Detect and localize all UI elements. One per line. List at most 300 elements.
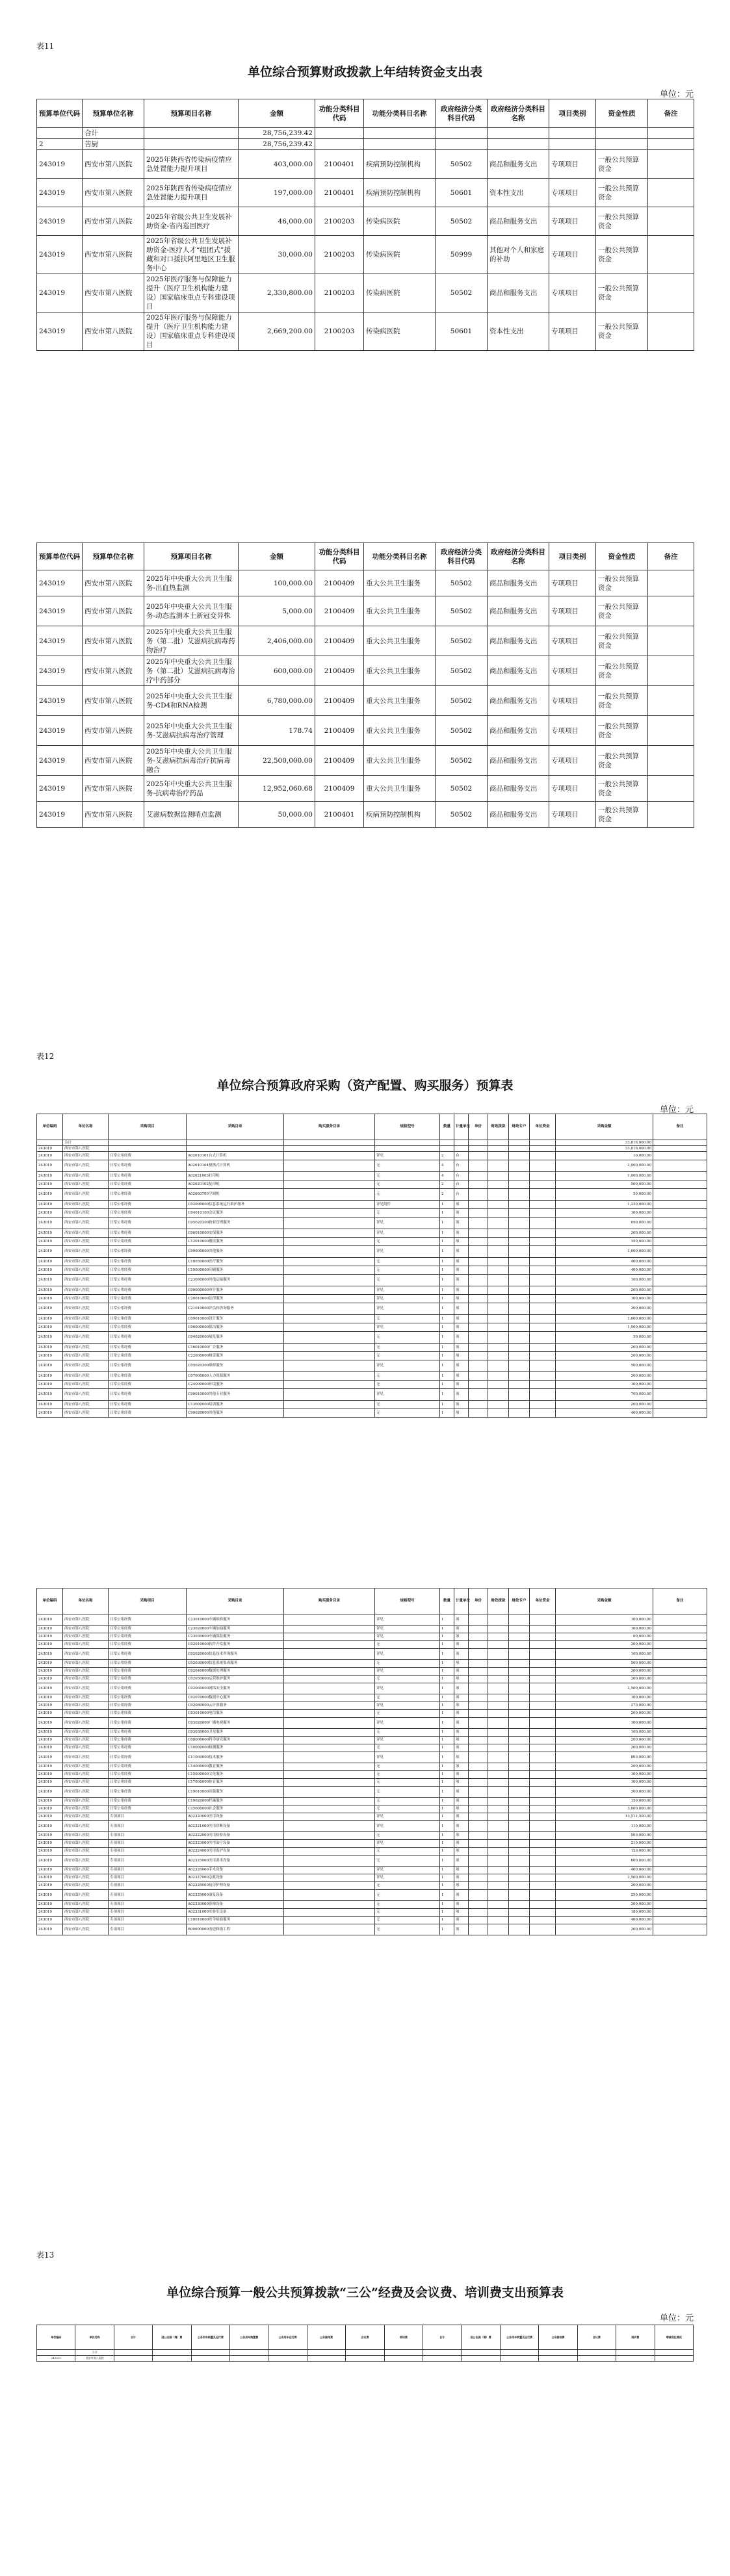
column-header: 公务用车购置及运行费: [500, 2325, 538, 2350]
table-cell: [469, 1840, 488, 1848]
table-cell: 2100203: [315, 312, 364, 351]
table12-unit: 单位：元: [659, 1105, 694, 1115]
table-cell: 日常公用经费: [109, 1286, 187, 1295]
column-header: 数量: [440, 1588, 454, 1614]
table-cell: [509, 1737, 530, 1744]
table-cell: [488, 1779, 509, 1787]
table-cell: [509, 1218, 530, 1229]
table-cell: 西安市第八医院: [63, 1729, 109, 1737]
table-cell: 一般公共预算资金: [596, 656, 648, 686]
table-cell: [509, 1752, 530, 1763]
table-row: [37, 1352, 707, 1360]
table-cell: [454, 1146, 469, 1152]
table-cell: 无: [375, 1315, 440, 1323]
table-cell: 详见: [375, 1813, 440, 1821]
table-cell: 项: [454, 1676, 469, 1683]
table-cell: 243019: [37, 626, 83, 656]
table-cell: [284, 1641, 375, 1649]
table-cell: 一般公共预算资金: [596, 150, 648, 179]
column-header: 备注: [653, 1588, 707, 1614]
table-cell: 西安市第八医院: [63, 1848, 109, 1855]
table-cell: 1: [440, 1917, 454, 1924]
table-cell: 243019: [37, 1924, 63, 1935]
table-cell: 日常公用经费: [109, 1189, 187, 1201]
table-cell: 1: [440, 1389, 454, 1401]
table-cell: [509, 1315, 530, 1323]
table-cell: [315, 128, 364, 139]
column-header: 公务用车购置及运行费: [191, 2325, 229, 2350]
table-cell: 西安市第八医院: [63, 1633, 109, 1641]
table-cell: [307, 2356, 345, 2362]
table-row: [37, 2350, 694, 2356]
table-cell: 详见: [375, 1874, 440, 1882]
table-cell: [488, 1694, 509, 1702]
table-cell: [509, 1821, 530, 1832]
table-cell: [488, 139, 549, 150]
table-cell: C18010000医学检验服务: [187, 1917, 284, 1924]
table-row: [37, 1787, 707, 1798]
table-cell: 项: [454, 1805, 469, 1813]
table-cell: 无: [375, 1787, 440, 1798]
table-cell: 西安市第八医院: [63, 1840, 109, 1848]
table-cell: 项: [454, 1924, 469, 1935]
table-cell: [284, 1633, 375, 1641]
table-cell: 243019: [37, 1201, 63, 1209]
table-cell: [653, 1209, 707, 1218]
table-row: [37, 1189, 707, 1201]
table-cell: [530, 1238, 556, 1246]
table-cell: 一般公共预算资金: [596, 716, 648, 746]
table-cell: [648, 746, 694, 776]
table-cell: [509, 1360, 530, 1372]
table-cell: [469, 1737, 488, 1744]
table-cell: [653, 1409, 707, 1418]
table-row: [37, 236, 694, 274]
table-cell: 1: [440, 1683, 454, 1694]
table-cell: [284, 1694, 375, 1702]
table-cell: [488, 1360, 509, 1372]
table-cell: 1: [440, 1798, 454, 1805]
table-cell: 200,000.00: [556, 1344, 653, 1352]
table-cell: 200,000.00: [556, 1401, 653, 1409]
table-cell: [509, 1180, 530, 1189]
table-cell: [530, 1286, 556, 1295]
table-cell: 1: [440, 1702, 454, 1710]
table-row: [37, 1626, 707, 1633]
table-cell: [469, 1315, 488, 1323]
table-cell: C03010000电信服务: [187, 1710, 284, 1718]
table-row: [37, 1614, 707, 1626]
table-cell: 日常公用经费: [109, 1229, 187, 1238]
table-row: [37, 626, 694, 656]
table-row: [37, 1409, 707, 1418]
table-cell: 西安市第八医院: [63, 1295, 109, 1303]
table-cell: [469, 1917, 488, 1924]
table-cell: [509, 1874, 530, 1882]
table-cell: [509, 1840, 530, 1848]
table-cell: 项: [454, 1798, 469, 1805]
column-header: 合计: [114, 2325, 152, 2350]
table-cell: [488, 1201, 509, 1209]
table-cell: [653, 1332, 707, 1344]
table-cell: 西安市第八医院: [63, 1372, 109, 1381]
table-cell: 1,000,000.00: [556, 1315, 653, 1323]
table-cell: [530, 1840, 556, 1848]
table-cell: [530, 1246, 556, 1258]
table-cell: [509, 1323, 530, 1332]
table-cell: C02010000软件开发服务: [187, 1641, 284, 1649]
table-cell: 无: [375, 1710, 440, 1718]
table-cell: 传染病医院: [364, 274, 436, 312]
table-row: [37, 1649, 707, 1660]
table-cell: 243019: [37, 1744, 63, 1752]
table-cell: [509, 1729, 530, 1737]
table-cell: [530, 1344, 556, 1352]
table-cell: [509, 1798, 530, 1805]
table-cell: [469, 1848, 488, 1855]
table-cell: 详见: [375, 1840, 440, 1848]
table-row: [37, 1901, 707, 1909]
table-cell: 日常公用经费: [109, 1702, 187, 1710]
table-cell: [469, 1641, 488, 1649]
table-cell: [284, 1360, 375, 1372]
table-cell: [488, 1218, 509, 1229]
table-cell: [653, 1172, 707, 1180]
table-cell: [653, 1821, 707, 1832]
table-cell: 2025年中央重大公共卫生服务-艾滋病抗病毒治疗抗病毒融合: [144, 746, 239, 776]
table-cell: 日常公用经费: [109, 1352, 187, 1360]
table-cell: 专项项目: [549, 746, 596, 776]
table-cell: 项: [454, 1633, 469, 1641]
table-cell: 重大公共卫生服务: [364, 746, 436, 776]
table-cell: 项: [454, 1821, 469, 1832]
table-cell: 150,000.00: [556, 1798, 653, 1805]
table-cell: 10,000.00: [556, 1152, 653, 1160]
table-cell: 项: [454, 1381, 469, 1389]
table-cell: 日常公用经费: [109, 1752, 187, 1763]
table-cell: [509, 1867, 530, 1874]
table-cell: 700,000.00: [556, 1389, 653, 1401]
table-cell: 无: [375, 1160, 440, 1172]
table-cell: 专项项目: [549, 150, 596, 179]
table-cell: [307, 2350, 345, 2356]
table-cell: 50502: [436, 686, 488, 716]
table-cell: 243019: [37, 1246, 63, 1258]
table-cell: [469, 1821, 488, 1832]
table-cell: 243019: [37, 1266, 63, 1275]
table-cell: [488, 1901, 509, 1909]
table-row: [37, 1295, 707, 1303]
table-cell: [530, 1676, 556, 1683]
table-cell: [653, 1909, 707, 1917]
table-cell: [284, 1172, 375, 1180]
table-cell: 西安市第八医院: [63, 1286, 109, 1295]
table-cell: [454, 1140, 469, 1146]
table-cell: 243019: [37, 1332, 63, 1344]
table-cell: 1: [440, 1286, 454, 1295]
table-cell: 243019: [37, 1146, 63, 1152]
table-cell: 日常公用经费: [109, 1668, 187, 1676]
table-cell: 疾病预防控制机构: [364, 150, 436, 179]
table-cell: [469, 1160, 488, 1172]
table-cell: [509, 1266, 530, 1275]
table-cell: [653, 1344, 707, 1352]
table-cell: [284, 1160, 375, 1172]
column-header: 增减变化情况: [655, 2325, 694, 2350]
table-cell: 合计: [83, 128, 144, 139]
table-cell: [509, 1641, 530, 1649]
table-cell: 243019: [37, 1676, 63, 1683]
table-cell: 西安市第八医院: [63, 1344, 109, 1352]
table-cell: 243019: [37, 1763, 63, 1771]
table-cell: 详见: [375, 1702, 440, 1710]
table-cell: 50502: [436, 746, 488, 776]
table-cell: [653, 1641, 707, 1649]
table-cell: [284, 1855, 375, 1867]
table-row: [37, 1201, 707, 1209]
table-cell: 50502: [436, 596, 488, 626]
table-cell: [284, 1189, 375, 1201]
table-cell: 400,000.00: [556, 1917, 653, 1924]
table-cell: 专项项目: [109, 1924, 187, 1935]
table-cell: [488, 1246, 509, 1258]
table-cell: 资本性支出: [488, 312, 549, 351]
table-cell: 西安市第八医院: [63, 1710, 109, 1718]
column-header: 预算项目名称: [144, 543, 239, 570]
table-cell: 专项项目: [109, 1901, 187, 1909]
table-cell: 西安市第八医院: [83, 312, 144, 351]
table-cell: [509, 1848, 530, 1855]
table-cell: C02080000云计算服务: [187, 1702, 284, 1710]
table-cell: 33,816,000.00: [556, 1140, 653, 1146]
table-cell: 100,000.00: [556, 1614, 653, 1626]
table-cell: 2025年中央重大公共卫生服务（第二批）艾滋病抗病毒治疗中药部分: [144, 656, 239, 686]
table-cell: 一般公共预算资金: [596, 207, 648, 236]
column-header: 采购金额: [556, 1114, 653, 1140]
table-cell: [488, 1867, 509, 1874]
table-cell: [509, 1140, 530, 1146]
table-cell: 1: [440, 1323, 454, 1332]
table-cell: A02010101台式计算机: [187, 1152, 284, 1160]
table-cell: 2025年省级公共卫生发展补助资金-医疗人才“组团式”援藏和对口援扶阿里地区卫生服务中心: [144, 236, 239, 274]
table-cell: 1: [440, 1805, 454, 1813]
table-cell: [509, 1718, 530, 1729]
table-cell: [530, 1683, 556, 1694]
table-cell: 243019: [37, 1855, 63, 1867]
table-cell: 243019: [37, 1771, 63, 1779]
table-cell: C09010000设计服务: [187, 1315, 284, 1323]
column-header: 备注: [648, 543, 694, 570]
table-row: [37, 1332, 707, 1344]
table-cell: 西安市第八医院: [63, 1401, 109, 1409]
table-cell: 无: [375, 1763, 440, 1771]
table-cell: [230, 2350, 268, 2356]
table-cell: 2: [440, 1152, 454, 1160]
table-cell: 243019: [37, 1315, 63, 1323]
table-cell: 重大公共卫生服务: [364, 626, 436, 656]
table-cell: 无: [375, 1890, 440, 1901]
table-cell: 西安市第八医院: [63, 1201, 109, 1209]
table-cell: [488, 1275, 509, 1286]
table-cell: 专项项目: [109, 1882, 187, 1890]
table-cell: 传染病医院: [364, 236, 436, 274]
table-cell: 商品和服务支出: [488, 274, 549, 312]
table-cell: [509, 1660, 530, 1668]
table-row: [37, 1389, 707, 1401]
table-cell: 西安市第八医院: [83, 716, 144, 746]
table-row: [37, 1633, 707, 1641]
table-cell: 243019: [37, 1152, 63, 1160]
table-cell: 详见: [375, 1821, 440, 1832]
table-cell: [530, 1218, 556, 1229]
table-cell: 详见: [375, 1683, 440, 1694]
table-cell: 50502: [436, 656, 488, 686]
table-cell: [284, 1683, 375, 1694]
table-cell: 无: [375, 1209, 440, 1218]
table-cell: 商品和服务支出: [488, 596, 549, 626]
table-cell: [315, 139, 364, 150]
table-cell: [653, 1633, 707, 1641]
table-cell: 西安市第八医院: [63, 1152, 109, 1160]
table-cell: [284, 1649, 375, 1660]
table-cell: C19000000印刷服务: [187, 1266, 284, 1275]
table-cell: [530, 1258, 556, 1266]
table-cell: [469, 1381, 488, 1389]
table-cell: 1: [440, 1668, 454, 1676]
table-cell: [488, 1381, 509, 1389]
table-cell: 无: [375, 1401, 440, 1409]
table-row: [37, 1737, 707, 1744]
table-cell: [530, 1874, 556, 1882]
table-row: [37, 1874, 707, 1882]
table-cell: 西安市第八医院: [63, 1323, 109, 1332]
table-cell: 1: [440, 1201, 454, 1209]
table-cell: [653, 1668, 707, 1676]
table-cell: 重大公共卫生服务: [364, 776, 436, 802]
table-cell: C21010000评估和咨询服务: [187, 1303, 284, 1315]
table-cell: A02323000医用治疗设备: [187, 1840, 284, 1848]
table-cell: [530, 1295, 556, 1303]
table-cell: 100,000.00: [556, 1626, 653, 1633]
table-cell: 12,952,060.68: [239, 776, 315, 802]
column-header: 购买服务目录: [284, 1114, 375, 1140]
table-cell: [530, 1323, 556, 1332]
table-cell: [488, 1641, 509, 1649]
table-cell: 243019: [37, 207, 83, 236]
table-cell: [530, 1702, 556, 1710]
table-cell: 1,000,000.00: [556, 1323, 653, 1332]
table-cell: [469, 1805, 488, 1813]
table-cell: 项: [454, 1409, 469, 1418]
table-cell: [653, 1813, 707, 1821]
table-cell: 台: [454, 1189, 469, 1201]
table-cell: 商品和服务支出: [488, 207, 549, 236]
table-cell: 项: [454, 1763, 469, 1771]
table-cell: 243019: [37, 1890, 63, 1901]
table-row: [37, 570, 694, 596]
table-cell: 2,669,200.00: [239, 312, 315, 351]
table-cell: 60,000.00: [556, 1633, 653, 1641]
table-cell: [530, 1360, 556, 1372]
column-header: 政府经济分类科目名称: [488, 543, 549, 570]
table-cell: 无: [375, 1909, 440, 1917]
table-cell: [488, 1832, 509, 1840]
table-row: [37, 139, 694, 150]
table-cell: [530, 1779, 556, 1787]
table-cell: C22000000租赁服务: [187, 1352, 284, 1360]
table-cell: 1: [440, 1710, 454, 1718]
table-cell: [462, 2350, 500, 2356]
table-cell: 50502: [436, 207, 488, 236]
table-cell: C19010000出版服务: [187, 1787, 284, 1798]
table-cell: [488, 1702, 509, 1710]
table-cell: [530, 1381, 556, 1389]
table-cell: 西安市第八医院: [63, 1303, 109, 1315]
column-header: 单价: [469, 1114, 488, 1140]
table-cell: [469, 1372, 488, 1381]
table-cell: 无: [375, 1744, 440, 1752]
column-header: 培训费: [616, 2325, 655, 2350]
table-cell: 5,000.00: [239, 596, 315, 626]
table-cell: 日常公用经费: [109, 1266, 187, 1275]
table-cell: C09000000审计服务: [187, 1286, 284, 1295]
table-cell: [648, 656, 694, 686]
table-cell: [469, 1266, 488, 1275]
table-cell: 西安市第八医院: [63, 1683, 109, 1694]
table-cell: [530, 1189, 556, 1201]
table-cell: [509, 1710, 530, 1718]
table-cell: [653, 1702, 707, 1710]
table-cell: [469, 1209, 488, 1218]
table-cell: [509, 1146, 530, 1152]
table-cell: 无: [375, 1258, 440, 1266]
table-cell: 400,000.00: [556, 1258, 653, 1266]
table-cell: [284, 1372, 375, 1381]
table-row: [37, 1401, 707, 1409]
table-cell: [469, 1303, 488, 1315]
table-cell: [488, 1752, 509, 1763]
table-cell: 西安市第八医院: [63, 1909, 109, 1917]
table-cell: [488, 1209, 509, 1218]
table-cell: 243019: [37, 1917, 63, 1924]
table-cell: 日常公用经费: [109, 1332, 187, 1344]
table-cell: [153, 2350, 191, 2356]
table-row: [37, 1246, 707, 1258]
table-cell: 100,000.00: [556, 1729, 653, 1737]
table-cell: [284, 1381, 375, 1389]
table-cell: 2100203: [315, 207, 364, 236]
column-header: 公务用车购置费: [230, 2325, 268, 2350]
column-header: 预算单位代码: [37, 543, 83, 570]
table-cell: 1: [440, 1238, 454, 1246]
table-cell: 疾病预防控制机构: [364, 802, 436, 828]
table-cell: 2100401: [315, 802, 364, 828]
table-cell: 西安市第八医院: [63, 1360, 109, 1372]
table-cell: 日常公用经费: [109, 1323, 187, 1332]
table-cell: [488, 1614, 509, 1626]
table-cell: [488, 1633, 509, 1641]
table-cell: 1: [440, 1909, 454, 1917]
table-cell: 243019: [37, 570, 83, 596]
table-cell: [648, 716, 694, 746]
table-cell: [284, 1218, 375, 1229]
table-cell: A02329000康复设备: [187, 1890, 284, 1901]
table-cell: 商品和服务支出: [488, 776, 549, 802]
table-cell: 西安市第八医院: [63, 1172, 109, 1180]
table-cell: C11000000技术服务: [187, 1752, 284, 1763]
table-cell: A02330000影像设备: [187, 1901, 284, 1909]
table-cell: 台: [454, 1172, 469, 1180]
